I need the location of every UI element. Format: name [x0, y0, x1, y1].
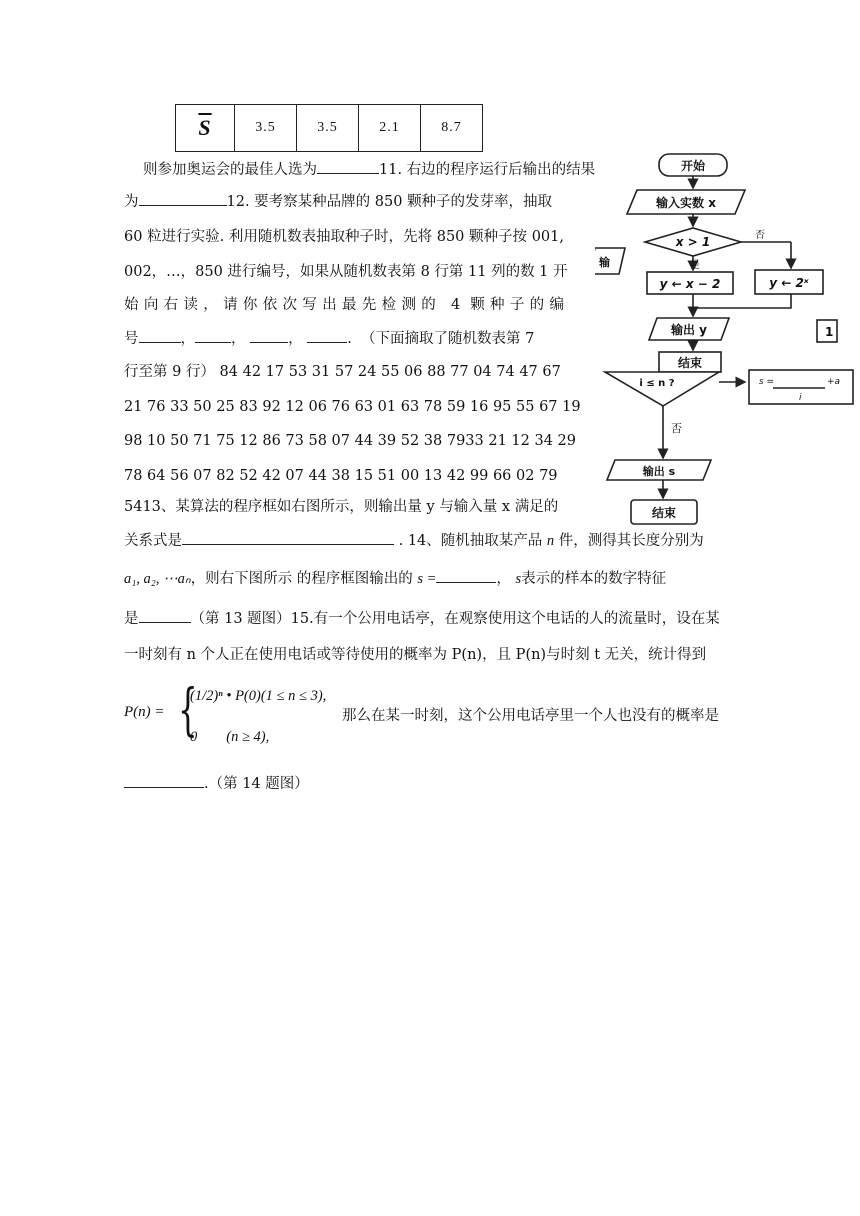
- answer-blank[interactable]: [139, 328, 181, 343]
- answer-blank[interactable]: [250, 328, 288, 343]
- answer-blank[interactable]: [195, 328, 231, 343]
- end-label: 结束: [677, 356, 703, 370]
- answer-blank[interactable]: [139, 191, 227, 206]
- text-line-16: 那么在某一时刻，这个公用电话亭里一个人也没有的概率是: [342, 708, 719, 724]
- formula-case-2: 0 (n ≥ 4),: [190, 729, 270, 745]
- text-line-14: 是 （第 13 题图）15.有一个公用电话亭，在观察使用这个电话的人的流量时，设在某: [124, 608, 720, 629]
- no-2-label: 否: [671, 422, 682, 435]
- input-label: 输入实数 x: [656, 196, 716, 210]
- decision-label: x > 1: [675, 235, 711, 249]
- no-label: 否: [755, 230, 765, 241]
- branch-yes-label: y ← x − 2: [659, 277, 721, 291]
- text-line-17: .（第 14 题图）: [124, 773, 309, 794]
- text-line-2: 为 12. 要考察某种品牌的 850 颗种子的发芽率，抽取: [124, 191, 552, 212]
- text-line-15: 一时刻有 n 个人正在使用电话或等待使用的概率为 P(n)，且 P(n)与时刻 t 无关，统计得到: [124, 647, 707, 663]
- assign-tail-label: +a: [827, 377, 841, 387]
- start-label: 开始: [680, 159, 706, 173]
- formula-case-1: (1/2)ⁿ • P(0)(1 ≤ n ≤ 3),: [190, 688, 327, 704]
- yes-label: 是: [690, 260, 700, 271]
- text-line-10: 78 64 56 07 82 52 42 07 44 38 15 51 00 13 42 99 66 02 79: [124, 468, 558, 484]
- formula-brace: {: [178, 678, 198, 743]
- text-line-4: 002，…，850 进行编号，如果从随机数表第 8 行第 11 列的数 1 开: [124, 264, 568, 280]
- table-cell: 3.5: [235, 105, 297, 152]
- answer-blank[interactable]: [139, 608, 191, 623]
- stats-table: [175, 104, 483, 152]
- text-line-13: a₁, a₂, ⋯aₙ，则右下图所示 的程序框图输出的 s = ， s表示的样本的数字特征: [124, 568, 666, 589]
- answer-blank[interactable]: [307, 328, 347, 343]
- output-2-label: 输出 s: [642, 465, 676, 478]
- text-line-1: 则参加奥运会的最佳人选为 11. 右边的程序运行后输出的结果: [143, 159, 595, 180]
- text-line-6: 号 ， ， ， . （下面摘取了随机数表第 7: [124, 328, 534, 349]
- table-cell: 8.7: [421, 105, 483, 152]
- text-line-8: 21 76 33 50 25 83 92 12 06 76 63 01 63 78 59 16 95 55 67 19: [124, 399, 581, 415]
- branch-no-label: y ← 2ˣ: [769, 276, 809, 290]
- flowchart-diagram: [595, 148, 855, 538]
- text-line-12: 关系式是 . 14、随机抽取某产品 n 件，测得其长度分别为: [124, 530, 704, 551]
- end-2-label: 结束: [651, 506, 677, 520]
- right-partial-label: 1: [825, 325, 834, 339]
- formula-lhs: P(n) =: [124, 704, 165, 720]
- answer-blank[interactable]: [317, 159, 379, 174]
- left-partial-label: 输: [599, 256, 610, 269]
- decision-2-label: i ≤ n ?: [639, 378, 675, 389]
- s-bar-header: $\overline{S}$: [176, 105, 235, 152]
- assign-den-label: i: [799, 393, 802, 403]
- text-line-3: 60 粒进行实验. 利用随机数表抽取种子时，先将 850 颗种子按 001,: [124, 229, 564, 245]
- stats-row: [176, 105, 483, 152]
- text-line-5: 始向右读，请你依次写出最先检测的 4 颗种子的编: [124, 297, 564, 313]
- output-label: 输出 y: [670, 323, 708, 337]
- text-line-9: 98 10 50 71 75 12 86 73 58 07 44 39 52 38 7933 21 12 34 29: [124, 433, 576, 449]
- text-line-11: 5413、某算法的程序框如右图所示，则输出量 y 与输入量 x 满足的: [124, 499, 559, 515]
- text-line-7: 行至第 9 行） 84 42 17 53 31 57 24 55 06 88 77 04 74 47 67: [124, 364, 561, 380]
- assign-label: s =: [759, 377, 775, 387]
- table-cell: 2.1: [359, 105, 421, 152]
- table-cell: 3.5: [297, 105, 359, 152]
- answer-blank[interactable]: [124, 773, 204, 788]
- answer-blank[interactable]: [182, 530, 394, 545]
- answer-blank[interactable]: [436, 568, 496, 583]
